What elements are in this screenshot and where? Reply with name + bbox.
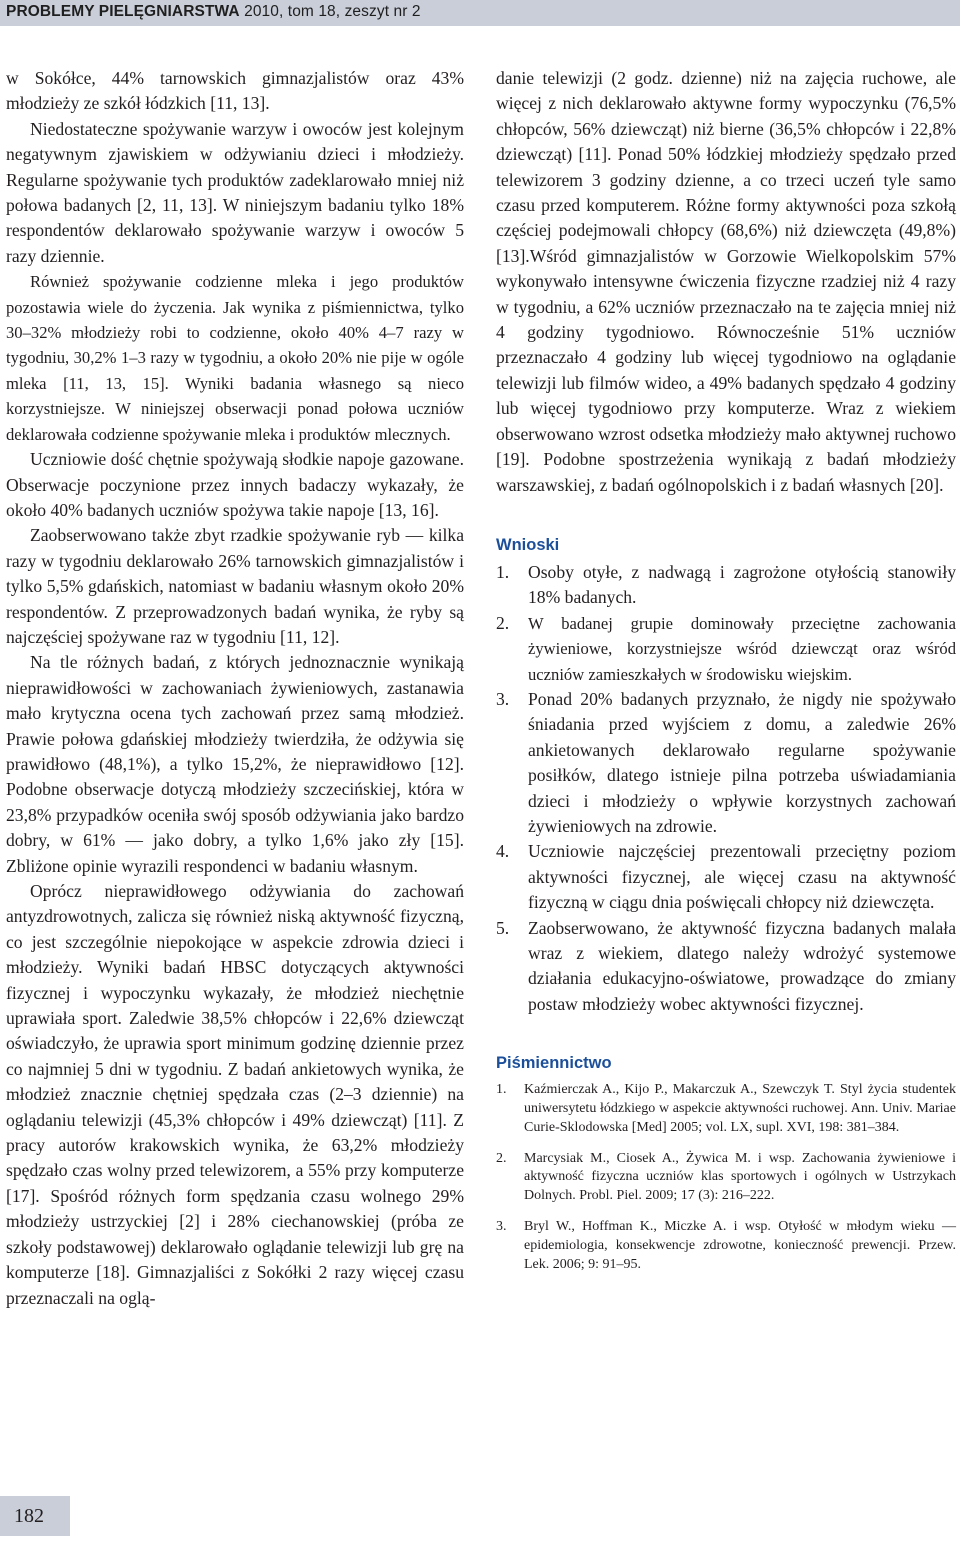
reference-item <box>496 1150 956 1206</box>
page-number-box <box>0 1496 70 1536</box>
list-item <box>496 916 956 1018</box>
paragraph: Na tle różnych badań, z których jednoznacznie wynikają nieprawidłowości w zachowaniach żywieniowych, zastanawia mało krytyczna ocena tych zachowań przez samą młodzież. Prawie połowa gdańskiej młodzieży twierdziła, że odżywia się prawidłowo (48,1%), a tylko 15,2%, że nieprawidłowo [12]. Podobne obserwacje dotyczą młodzieży szczecińskiej, która w 23,8% przypadków oceniła swój sposób odżywiania jako bardzo dobry, w 61% — jako dobry, a tylko 1,6% jako zły [15]. Zbliżone opinie wyrazili respondenci w badaniu własnym. <box>6 652 464 876</box>
item-text: Uczniowie najczęściej prezentowali przeciętny poziom aktywności fizycznej, ale więcej czasu na aktywność fizyczną w ciągu dnia poświęcali chłopcy niż dziewczęta. <box>528 841 956 913</box>
item-number: 3. <box>496 688 510 709</box>
item-text: W badanej grupie dominowały przeciętne zachowania żywieniowe, korzystniejsze wśród dziewcząt oraz wśród uczniów zamieszkałych w środowisku wiejskim. <box>528 613 956 684</box>
reference-number: 3. <box>496 1219 507 1234</box>
item-number: 4. <box>496 841 510 862</box>
item-text: Zaobserwowano, że aktywność fizyczna badanych malała wraz z wiekiem, dlatego należy wdrożyć systemowe działania edukacyjno-oświatowe, prowadzące do zmiany postaw młodzieży wobec aktywności fizycznej. <box>528 917 956 1014</box>
paragraph: Oprócz nieprawidłowego odżywiania do zachowań antyzdrowotnych, zalicza się również niską aktywność fizyczną, co jest szczególnie niepokojące w aspekcie zdrowia dzieci i młodzieży. Wyniki badań HBSC dotyczących aktywności fizycznej i wypoczynku wykazały, że młodzież niechętnie uprawiała sport. Zaledwie 38,5% chłopców i 22,6% dziewcząt oświadczyło, że uprawia sport minimum godzinę dziennie przez co najmniej 5 dni w tygodniu. Z badań ankietowych wynika, że młodzież znacznie chętniej spędzała czas (2–3 dziennie) na oglądaniu telewizji (45,3% chłopców i 49% dziewcząt) [11]. Z pracy autorów krakowskich wynika, że 63,2% młodzieży spędzało czas wolny przed telewizorem, a 55% przy komputerze [17]. Spośród różnych form spędzania czasu wolnego 29% młodzieży ustrzyckiej [2] i 28% ciechanowskiej (próba ze szkoły podstawowej) deklarowało oglądanie telewizji lub grę na komputerze [18]. Gimnazjaliści z Sokółki 2 razy więcej czasu przeznaczali na oglą- <box>6 881 464 1308</box>
item-number: 2. <box>496 612 510 633</box>
running-header-text <box>6 3 421 21</box>
list-item <box>496 839 956 915</box>
list-item <box>496 560 956 611</box>
paragraph: Zaobserwowano także zbyt rzadkie spożywanie ryb — kilka razy w tygodniu deklarowało 26% tarnowskich gimnazjalistów i tylko 5,5% gdańskich, natomiast w badaniu własnym około 20% respondentów. Z przeprowadzonych badań wynika, że ryby są najczęściej spożywane raz w tygodniu [11, 12]. <box>6 525 464 647</box>
reference-item <box>496 1218 956 1274</box>
paragraph: w Sokółce, 44% tarnowskich gimnazjalistów oraz 43% młodzieży ze szkół łódzkich [11, 13]. <box>6 68 464 114</box>
reference-item <box>496 1081 956 1137</box>
paragraph: Również spożywanie codzienne mleka i jego produktów pozostawia wiele do życzenia. Jak wynika z piśmiennictwa, tylko 30–32% młodzieży robi to codzienne, około 40% 4–7 razy w tygodniu, 30,2% 1–3 razy w tygodniu, a około 20% nie pije w ogóle mleka [11, 13, 15]. Wyniki badania własnego są nieco korzystniejsze. W niniejszej obserwacji ponad połowa uczniów deklarowała codzienne spożywanie mleka i produktów mlecznych. <box>6 272 464 444</box>
reference-text: Kaźmierczak A., Kijo P., Makarczuk A., Szewczyk T. Styl życia studentek uniwersytetu łódzkiego w aspekcie aktywności ruchowej. Ann. Univ. Mariae Curie-Sklodowska [Med] 2005; vol. LX, supl. XVI, 198: 381–384. <box>524 1082 956 1135</box>
page-number: 182 <box>14 1505 44 1527</box>
right-column <box>496 66 956 1286</box>
item-number: 5. <box>496 917 510 938</box>
reference-number: 2. <box>496 1150 507 1166</box>
reference-number: 1. <box>496 1082 507 1098</box>
item-text: Osoby otyłe, z nadwagą i zagrożone otyłością stanowiły 18% badanych. <box>528 561 956 608</box>
references-list <box>496 1081 956 1274</box>
journal-title: PROBLEMY PIELĘGNIARSTWA <box>6 3 240 20</box>
references-heading: Piśmiennictwo <box>496 1054 612 1073</box>
list-item <box>496 687 956 839</box>
conclusions-list <box>496 560 956 1017</box>
reference-text: Bryl W., Hoffman K., Miczke A. i wsp. Otyłość w młodym wieku — epidemiologia, konsekwencje zdrowotne, konieczność prewencji. Przew. Lek. 2006; 9: 91–95. <box>524 1219 956 1272</box>
journal-issue: 2010, tom 18, zeszyt nr 2 <box>239 3 421 20</box>
item-number: 1. <box>496 561 510 582</box>
reference-text: Marcysiak M., Ciosek A., Żywica M. i wsp. Zachowania żywieniowe i aktywność fizyczna uczniów klas sportowych i ogólnych w Ustrzykach Dolnych. Probl. Piel. 2009; 17 (3): 216–222. <box>524 1150 956 1204</box>
conclusions-heading: Wnioski <box>496 535 560 554</box>
left-column <box>6 66 464 1311</box>
list-item <box>496 611 956 687</box>
paragraph: danie telewizji (2 godz. dzienne) niż na zajęcia ruchowe, ale więcej z nich deklarowało aktywne formy wypoczynku (76,5% chłopców, 56% dziewcząt) niż bierne (36,5% chłopców i 22,8% dziewcząt) [11]. Ponad 50% łódzkiej młodzieży spędzało przed telewizorem 3 godziny dzienne, a co trzeci uczeń tyle samo czasu przed komputerem. Różne formy aktywności poza szkołą częściej podejmowali chłopcy (68,6%) niż dziewczęta (49,8%) [13].Wśród gimnazjalistów w Gorzowie Wielkopolskim 57% wykonywało intensywne ćwiczenia fizyczne rzadziej niż 4 razy w tygodniu, a 62% uczniów przeznaczało na te zajęcia mniej niż 4 godziny tygodniowo. Równocześnie 51% uczniów przeznaczało 4 godziny lub więcej tygodniowo na oglądanie telewizji lub filmów wideo, a 49% badanych spędzało 4 godziny lub więcej tygodniowo przy komputerze. Wraz z wiekiem obserwowano wzrost odsetka młodzieży mało aktywnej ruchowo [19]. Podobne spostrzeżenia wynikają z badań młodzieży warszawskiej, z badań ogólnopolskich i z badań własnych [20]. <box>496 68 956 495</box>
paragraph: Niedostateczne spożywanie warzyw i owoców jest kolejnym negatywnym zjawiskiem w odżywianiu dzieci i młodzieży. Regularne spożywanie tych produktów zadeklarowało mniej niż połowa badanych [2, 11, 13]. W niniejszym badaniu tylko 18% respondentów deklarowało spożywanie warzyw i owoców 5 razy dziennie. <box>6 118 464 266</box>
paragraph: Uczniowie dość chętnie spożywają słodkie napoje gazowane. Obserwacje poczynione przez innych badaczy wykazały, że około 40% badanych uczniów spożywa takie napoje [13, 16]. <box>6 449 464 520</box>
item-text: Ponad 20% badanych przyznało, że nigdy nie spożywało śniadania przed wyjściem z domu, a zaledwie 26% ankietowanych deklarowało regularne spożywanie posiłków, dlatego istnieje pilna potrzeba uświadamiania dzieci i młodzieży o wpływie korzystnych zachowań żywieniowych na zdrowie. <box>528 688 956 836</box>
